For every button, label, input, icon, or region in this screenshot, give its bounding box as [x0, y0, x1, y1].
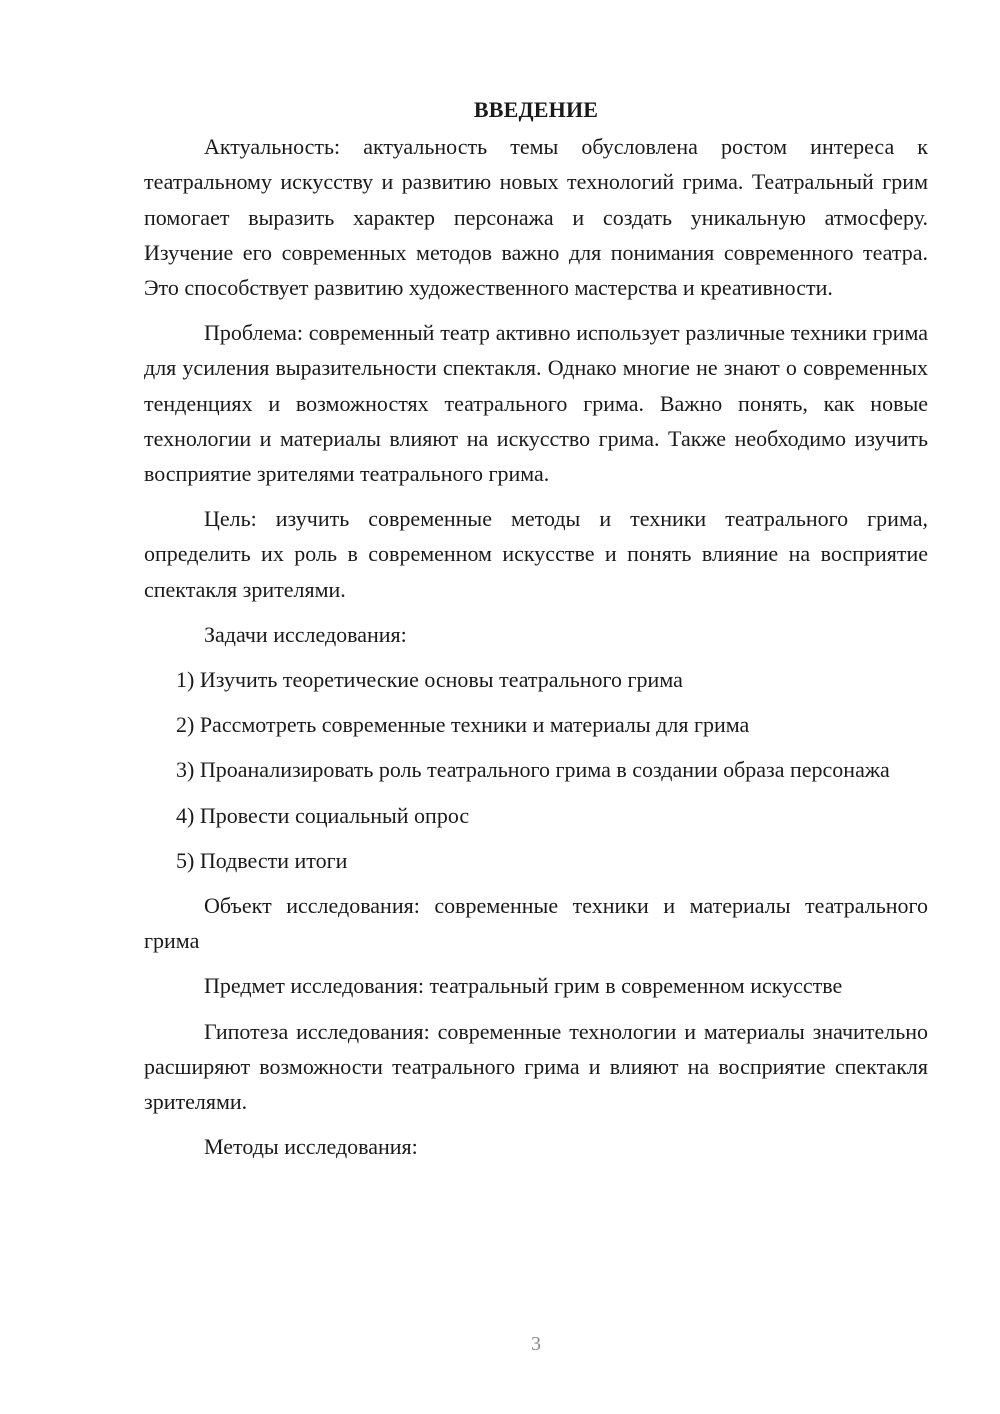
paragraph-methods: Методы исследования: [204, 1134, 418, 1160]
paragraph-relevance: Актуальность: актуальность темы обусловлена ростом интереса к театральному искусству и развитию новых технологий грима. Театральный грим помогает выразить характер персонажа и создать уникальную атмосферу. Изучение его современных методов важно для понимания современного театра. Это способствует развитию художественного мастерства и креативности. [144, 134, 928, 301]
page-number: 3 [531, 1333, 541, 1355]
page-content [144, 92, 928, 1174]
paragraph-subject: Предмет исследования: театральный грим в современном искусстве [204, 973, 843, 999]
task-item-2: 2) Рассмотреть современные техники и материалы для грима [176, 712, 750, 738]
task-item-5: 5) Подвести итоги [176, 847, 348, 873]
paragraph-goal: Цель: изучить современные методы и техники театрального грима, определить их роль в современном искусстве и понять влияние на восприятие спектакля зрителями. [144, 506, 928, 602]
task-item-3: 3) Проанализировать роль театрального грима в создании образа персонажа [176, 757, 890, 783]
paragraph-tasks-heading: Задачи исследования: [204, 621, 407, 647]
paragraph-problem: Проблема: современный театр активно использует различные техники грима для усиления выразительности спектакля. Однако многие не знают о современных тенденциях и возможностях театрального грима. Важно понять, как новые технологии и материалы влияют на искусство грима. Также необходимо изучить восприятие зрителями театрального грима. [144, 320, 928, 487]
task-item-1: 1) Изучить теоретические основы театрального грима [176, 667, 683, 693]
section-title: ВВЕДЕНИЕ [473, 97, 599, 122]
task-item-4: 4) Провести социальный опрос [176, 802, 470, 828]
paragraph-object: Объект исследования: современные техники и материалы театрального грима [144, 893, 928, 954]
paragraph-hypothesis: Гипотеза исследования: современные технологии и материалы значительно расширяют возможности театрального грима и влияют на восприятие спектакля зрителями. [144, 1018, 928, 1115]
